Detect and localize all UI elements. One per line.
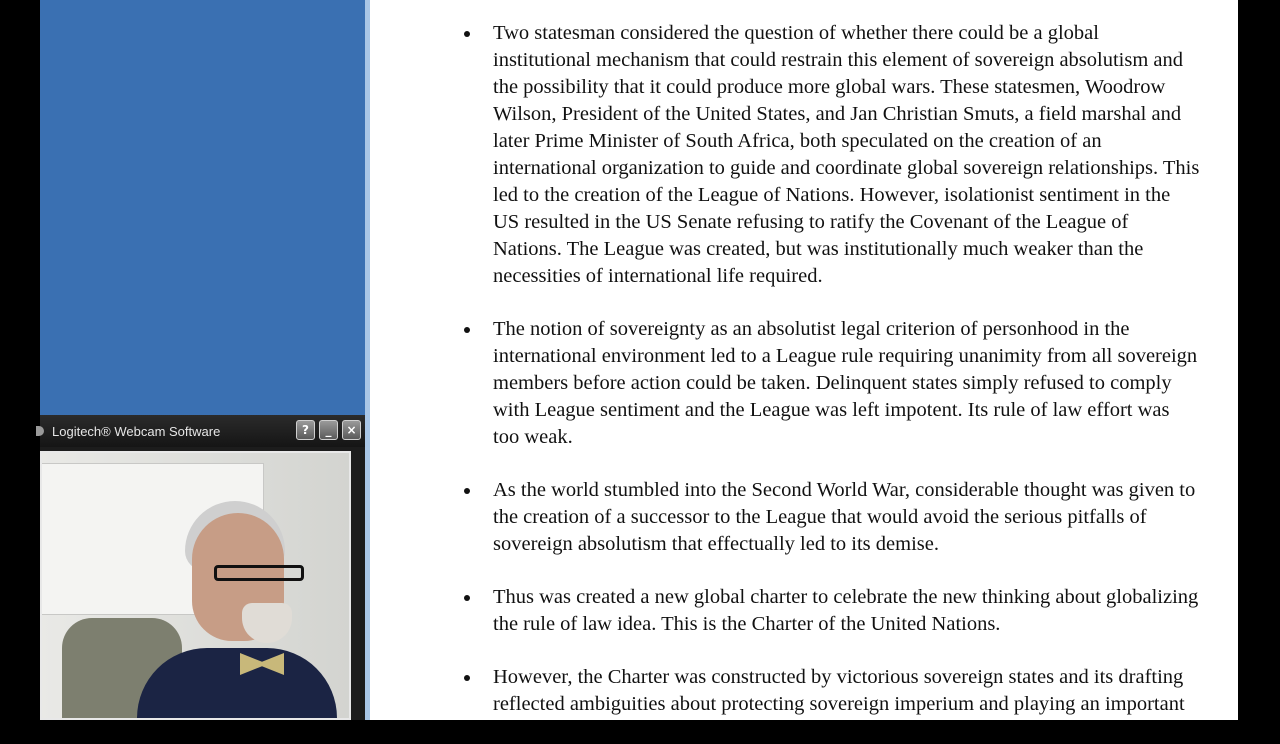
bullet-text: As the world stumbled into the Second World War, considerable thought was given to the creation of a successor to the League that would avoid the serious pitfalls of sovereign absolutism that effectually led to its demise.: [493, 479, 1196, 555]
minimize-button[interactable]: _: [319, 420, 338, 440]
bullet-text: Two statesman considered the question of whether there could be a global institutional mechanism that could restrain this element of sovereign absolutism and the possibility that it could produce more global wars. These statesmen, Woodrow Wilson, President of the United States, and Jan Christian Smuts, a field marshal and later Prime Minister of South Africa, both speculated on the creation of an international organization to guide and coordinate global sovereign relationships. This led to the creation of the League of Nations. However, isolationist sentiment in the US resulted in the US Senate refusing to ratify the Covenant of the League of Nations. The League was created, but was institutionally much weaker than the necessities of international life required.: [493, 22, 1200, 287]
bullet-dot-icon: [464, 675, 470, 681]
webcam-video-feed: [40, 451, 351, 720]
bullet-item: [460, 20, 1200, 290]
webcam-title: Logitech® Webcam Software: [52, 423, 221, 439]
bullet-dot-icon: [464, 488, 470, 494]
help-button[interactable]: ?: [296, 420, 315, 440]
webcam-title-bar[interactable]: [40, 415, 365, 447]
bullet-dot-icon: [464, 327, 470, 333]
webcam-window[interactable]: [40, 415, 366, 720]
bullet-text: Thus was created a new global charter to celebrate the new thinking about globalizing the rule of law idea. This is the Charter of the United Nations.: [493, 586, 1199, 635]
left-black-bar: [0, 0, 40, 720]
webcam-window-controls: [296, 420, 361, 440]
bullet-text: However, the Charter was constructed by victorious sovereign states and its drafting reflected ambiguities about protecting sovereign imperium and playing an important: [493, 666, 1185, 715]
bullet-item: [460, 477, 1200, 558]
bullet-dot-icon: [464, 31, 470, 37]
video-person-glasses: [214, 565, 304, 581]
bullet-item: [460, 584, 1200, 638]
bullet-item: [460, 664, 1200, 718]
desktop-background: [40, 0, 365, 415]
logitech-logo-icon: [36, 426, 44, 436]
bullet-list: [460, 20, 1200, 744]
bullet-text: The notion of sovereignty as an absolutist legal criterion of personhood in the international environment led to a League rule requiring unanimity from all sovereign members before action could be taken. Delinquent states simply refused to comply with League sentiment and the League was left impotent. Its rule of law effort was too weak.: [493, 318, 1198, 448]
right-black-bar: [1238, 0, 1280, 720]
document-page[interactable]: [365, 0, 1238, 720]
bullet-dot-icon: [464, 595, 470, 601]
bullet-item: [460, 316, 1200, 451]
close-button[interactable]: ×: [342, 420, 361, 440]
